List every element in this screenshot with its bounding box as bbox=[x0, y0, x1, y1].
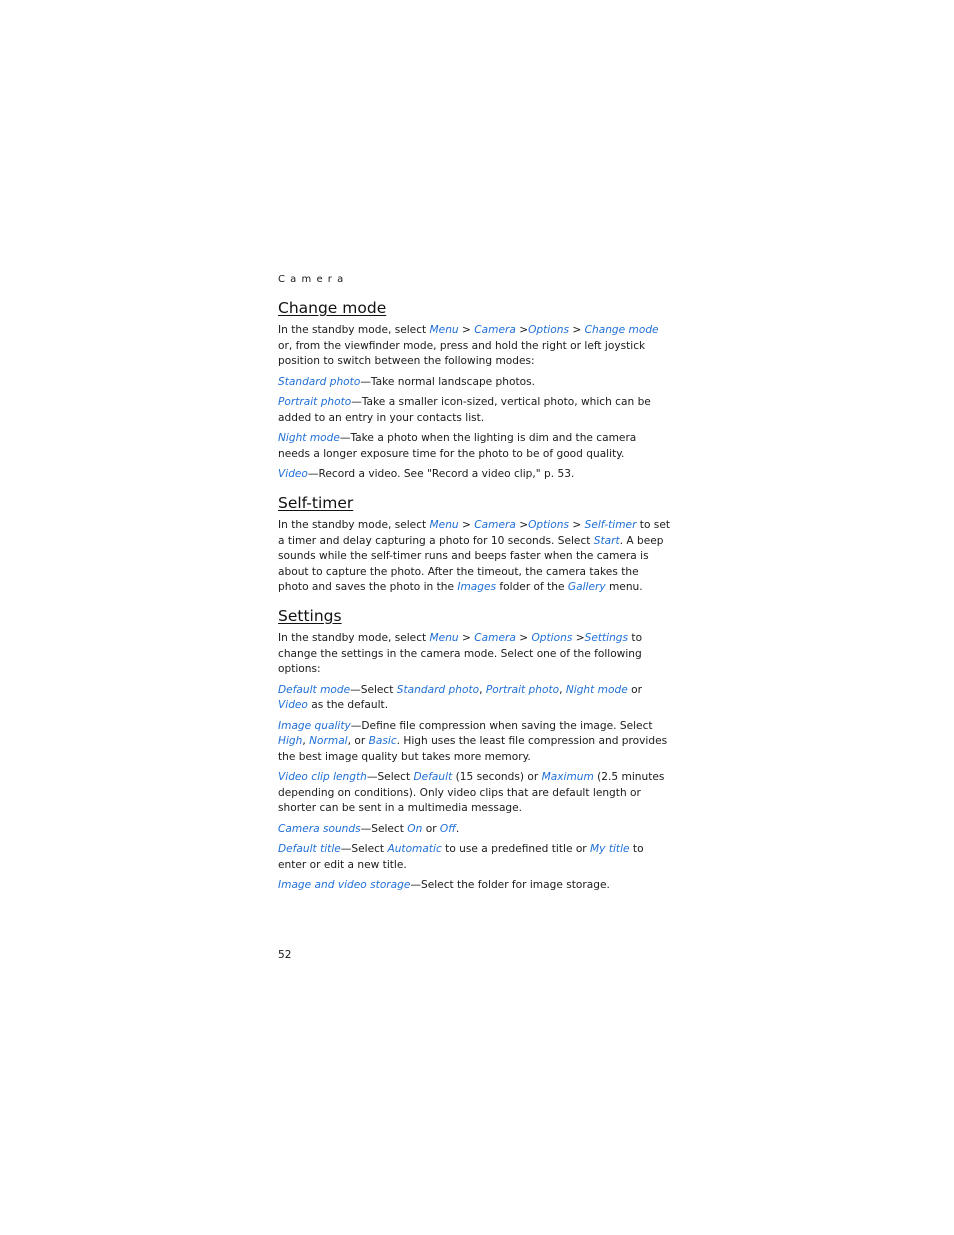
menu-term: Portrait photo bbox=[278, 396, 352, 408]
menu-term: Options bbox=[528, 324, 569, 336]
menu-term: Normal bbox=[309, 735, 348, 747]
text-run: menu. bbox=[605, 581, 643, 593]
text-run: —Select bbox=[360, 822, 408, 835]
text-run: In the standby mode, select bbox=[278, 519, 430, 531]
paragraph bbox=[278, 467, 670, 483]
text-run: > bbox=[515, 519, 529, 531]
menu-term: Self-timer bbox=[584, 519, 637, 531]
paragraph bbox=[278, 878, 670, 894]
paragraph bbox=[278, 518, 670, 596]
text-run: > bbox=[458, 324, 475, 336]
text-run: —Select bbox=[340, 843, 388, 855]
menu-term: High bbox=[278, 735, 303, 747]
text-run: as the default. bbox=[307, 699, 389, 711]
text-run: . A beep sounds while the self-timer runs and beeps faster when the camera is about to capture the photo. After the timeout, the camera takes the photo and saves the photo in the bbox=[278, 534, 664, 593]
text-run: In the standby mode, select bbox=[278, 324, 430, 336]
menu-term: Camera bbox=[474, 519, 516, 531]
text-run: . bbox=[455, 822, 460, 835]
paragraph bbox=[278, 375, 670, 391]
paragraph bbox=[278, 683, 670, 714]
menu-term: Standard photo bbox=[278, 375, 361, 388]
section-settings bbox=[278, 606, 670, 899]
text-run: —Select bbox=[350, 683, 397, 696]
menu-term: Start bbox=[593, 534, 620, 547]
running-head: Camera bbox=[278, 274, 349, 285]
menu-term: Camera bbox=[474, 324, 516, 336]
menu-term: Default title bbox=[278, 843, 341, 855]
text-run: , or bbox=[347, 735, 369, 747]
menu-term: Night mode bbox=[278, 432, 340, 444]
menu-term: Video bbox=[278, 699, 308, 711]
text-run: —Record a video. See "Record a video clip," p. 53. bbox=[307, 468, 575, 480]
section-title: Settings bbox=[278, 607, 342, 625]
text-run: to use a predefined title or bbox=[441, 843, 591, 855]
paragraph bbox=[278, 719, 670, 766]
paragraph bbox=[278, 631, 670, 678]
paragraph bbox=[278, 842, 670, 873]
menu-term: Change mode bbox=[584, 324, 659, 336]
menu-term: Night mode bbox=[565, 683, 628, 696]
paragraph bbox=[278, 770, 670, 817]
text-run: > bbox=[572, 632, 585, 644]
menu-term: Video bbox=[278, 468, 308, 480]
paragraph bbox=[278, 395, 670, 426]
menu-term: Settings bbox=[584, 632, 629, 644]
text-run: to set a timer and delay capturing a photo for 10 seconds. Select bbox=[278, 519, 670, 547]
paragraph bbox=[278, 431, 670, 462]
section-title: Self-timer bbox=[278, 494, 354, 512]
menu-term: Basic bbox=[368, 735, 397, 747]
menu-term: Images bbox=[457, 581, 497, 593]
text-run: In the standby mode, select bbox=[278, 632, 430, 644]
text-run: > bbox=[458, 519, 475, 531]
menu-term: Menu bbox=[429, 324, 459, 336]
text-run: or, from the viewfinder mode, press and hold the right or left joystick position to switch between the following modes: bbox=[278, 339, 646, 367]
text-run: folder of the bbox=[496, 581, 568, 593]
menu-term: My title bbox=[590, 843, 630, 855]
section-change-mode bbox=[278, 298, 670, 488]
text-run: —Take a smaller icon-sized, vertical photo, which can be added to an entry in your contacts list. bbox=[278, 396, 651, 424]
menu-term: Image and video storage bbox=[278, 879, 411, 891]
menu-term: Menu bbox=[429, 632, 459, 644]
text-run: —Select the folder for image storage. bbox=[410, 879, 610, 891]
page-number: 52 bbox=[278, 949, 292, 961]
menu-term: Options bbox=[531, 632, 573, 644]
text-run: to enter or edit a new title. bbox=[278, 843, 644, 871]
menu-term: Image quality bbox=[278, 719, 351, 732]
text-run: —Take a photo when the lighting is dim and the camera needs a longer exposure time for the photo to be of good quality. bbox=[278, 432, 637, 460]
menu-term: Camera sounds bbox=[278, 822, 361, 835]
menu-term: Menu bbox=[429, 519, 459, 531]
text-run: to change the settings in the camera mode. Select one of the following options: bbox=[278, 632, 643, 675]
menu-term: Standard photo bbox=[396, 683, 480, 696]
menu-term: Gallery bbox=[567, 581, 606, 593]
text-run: , bbox=[559, 683, 566, 696]
text-run: > bbox=[515, 632, 532, 644]
text-run: > bbox=[568, 519, 585, 531]
paragraph bbox=[278, 323, 670, 370]
text-run: —Take normal landscape photos. bbox=[360, 375, 536, 388]
text-run: . High uses the least file compression and provides the best image quality but takes more memory. bbox=[278, 735, 668, 763]
menu-term: Off bbox=[439, 822, 456, 835]
text-run: > bbox=[458, 632, 475, 644]
menu-term: Default bbox=[413, 771, 453, 783]
text-run: (15 seconds) or bbox=[452, 771, 542, 783]
menu-term: Portrait photo bbox=[485, 683, 560, 696]
text-run: , bbox=[479, 683, 486, 696]
text-run: or bbox=[627, 683, 642, 696]
paragraph bbox=[278, 822, 670, 838]
text-run: > bbox=[515, 324, 529, 336]
section-title: Change mode bbox=[278, 299, 387, 317]
menu-term: Video clip length bbox=[278, 771, 367, 783]
menu-term: Maximum bbox=[541, 771, 594, 783]
section-self-timer bbox=[278, 493, 670, 601]
text-run: , bbox=[302, 735, 310, 747]
text-run: or bbox=[422, 822, 440, 835]
menu-term: On bbox=[407, 822, 423, 835]
text-run: (2.5 minutes depending on conditions). Only video clips that are default length or shorter can be sent in a multimedia message. bbox=[278, 771, 665, 814]
text-run: > bbox=[568, 324, 585, 336]
text-run: —Define file compression when saving the image. Select bbox=[350, 719, 653, 732]
menu-term: Automatic bbox=[387, 843, 442, 855]
menu-term: Options bbox=[528, 519, 569, 531]
text-run: —Select bbox=[366, 771, 414, 783]
menu-term: Default mode bbox=[278, 683, 351, 696]
menu-term: Camera bbox=[474, 632, 516, 644]
